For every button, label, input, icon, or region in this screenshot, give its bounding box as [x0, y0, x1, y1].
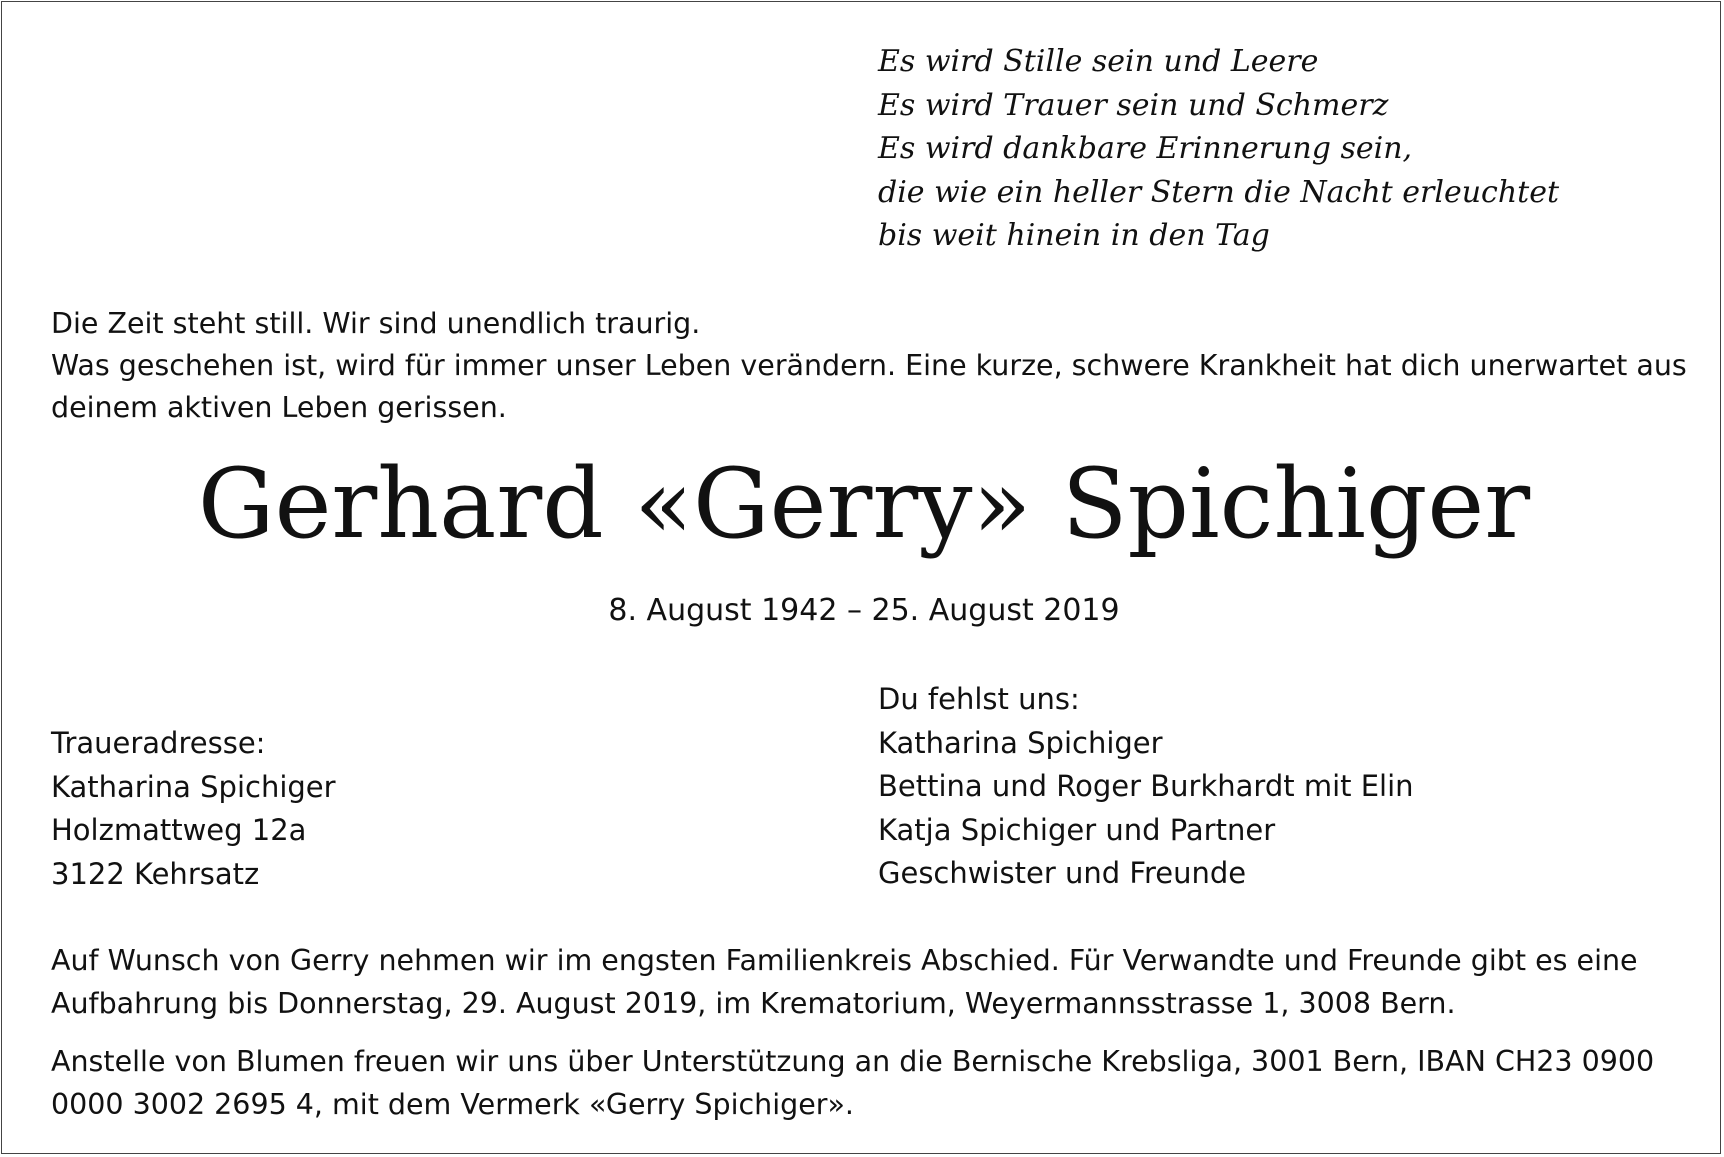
mourner-name: Geschwister und Freunde: [878, 856, 1247, 890]
poem-line: die wie ein heller Stern die Nacht erleuchtet: [878, 174, 1560, 210]
donation-line: 0000 3002 2695 4, mit dem Vermerk «Gerry Spichiger».: [51, 1088, 854, 1121]
donation-notice: [51, 1040, 1691, 1126]
farewell-notice: [51, 939, 1691, 1025]
mourning-address: [51, 722, 336, 896]
poem-line: Es wird dankbare Erinnerung sein,: [878, 131, 1413, 166]
intro-line: Die Zeit steht still. Wir sind unendlich traurig.: [51, 307, 701, 340]
deceased-name: Gerhard «Gerry» Spichiger: [197, 448, 1531, 560]
poem-line: bis weit hinein in den Tag: [878, 218, 1270, 253]
mourner-name: Bettina und Roger Burkhardt mit Elin: [878, 769, 1414, 803]
notice-line: Aufbahrung bis Donnerstag, 29. August 2019, im Krematorium, Weyermannsstrasse 1, 3008 Bern.: [51, 987, 1456, 1020]
intro-line: Was geschehen ist, wird für immer unser Leben verändern. Eine kurze, schwere Krankheit hat dich unerwartet aus: [51, 349, 1687, 382]
life-dates: 8. August 1942 – 25. August 2019: [608, 593, 1120, 628]
poem-line: Es wird Trauer sein und Schmerz: [878, 87, 1389, 123]
address-heading: Traueradresse:: [51, 726, 266, 760]
mourners-heading: Du fehlst uns:: [878, 682, 1080, 716]
mourners-list: [878, 678, 1414, 896]
donation-line: Anstelle von Blumen freuen wir uns über Unterstützung an die Bernische Krebsliga, 3001 Bern, IBAN CH23 0900: [51, 1045, 1655, 1078]
poem: [878, 40, 1559, 258]
address-line: 3122 Kehrsatz: [51, 856, 260, 891]
mourner-name: Katharina Spichiger: [878, 725, 1163, 760]
obituary-frame: [1, 1, 1721, 1154]
poem-line: Es wird Stille sein und Leere: [878, 44, 1319, 79]
mourner-name: Katja Spichiger und Partner: [878, 812, 1276, 847]
address-line: Katharina Spichiger: [51, 769, 336, 804]
intro-text: [51, 303, 1691, 429]
intro-line: deinem aktiven Leben gerissen.: [51, 391, 507, 424]
address-line: Holzmattweg 12a: [51, 813, 307, 847]
notice-line: Auf Wunsch von Gerry nehmen wir im engsten Familienkreis Abschied. Für Verwandte und Freunde gibt es eine: [51, 944, 1638, 977]
